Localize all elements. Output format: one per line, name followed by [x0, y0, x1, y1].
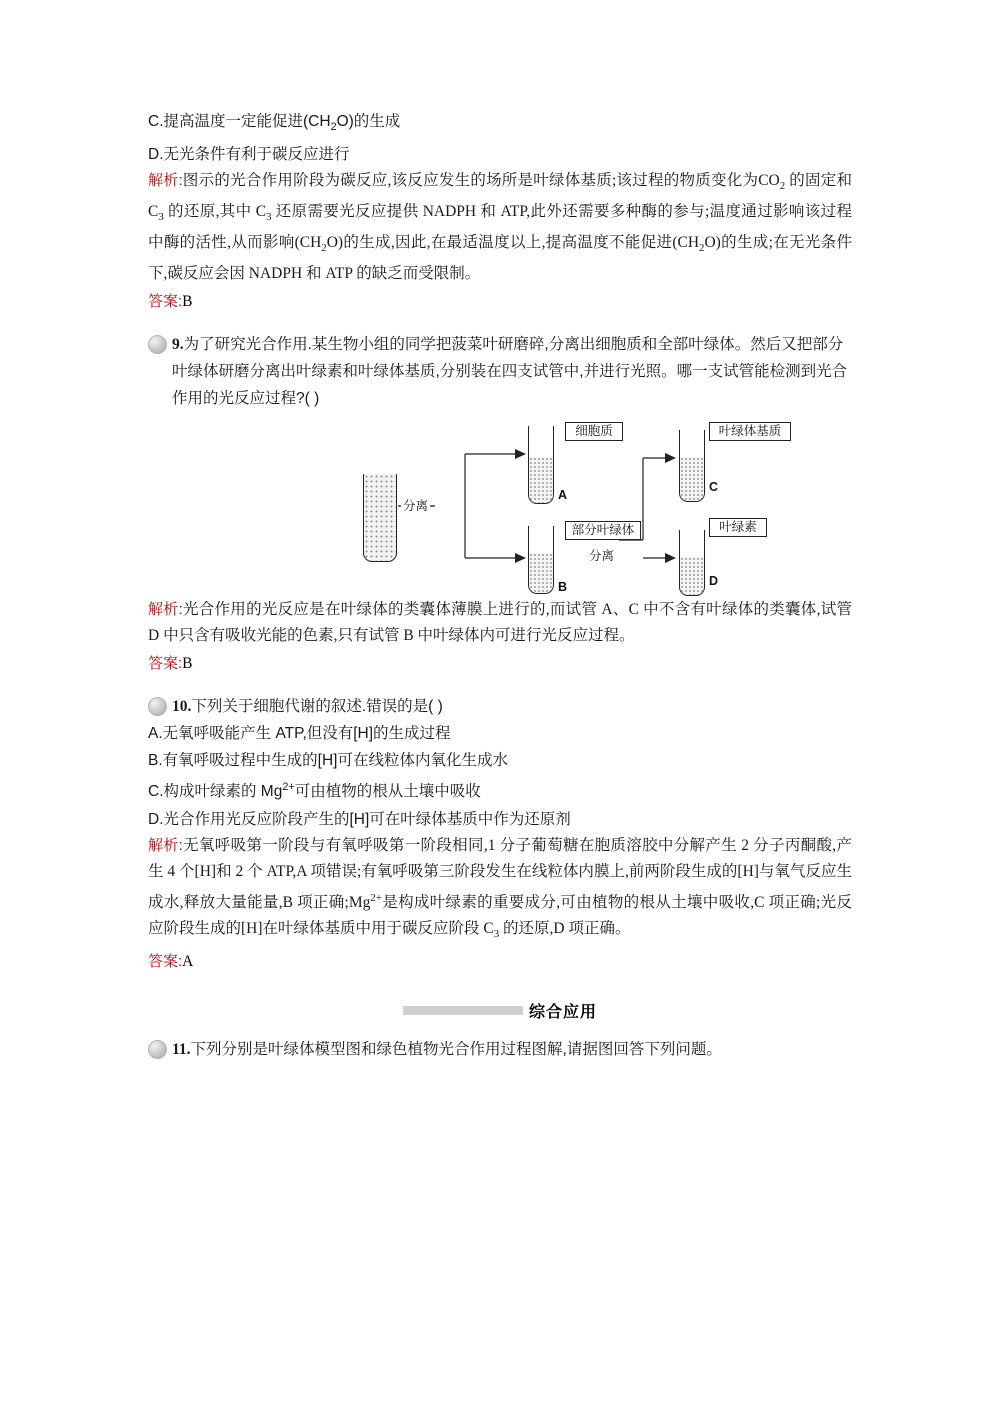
q9-analysis-text: 光合作用的光反应是在叶绿体的类囊体薄膜上进行的,而试管 A、C 中不含有叶绿体的类囊体,试管 D 中只含有吸收光能的色素,只有试管 B 中叶绿体内可进行光反应过程。 [148, 601, 852, 645]
q8-answer-value: B [182, 293, 193, 311]
label-cytoplasm: 细胞质 [565, 422, 623, 441]
q10-analysis: 解析:无氧呼吸第一阶段与有氧呼吸第一阶段相同,1 分子葡萄糖在胞质溶胶中分解产生 2 分子丙酮酸,产生 4 个[H]和 2 个 ATP,A 项错误;有氧呼吸第三阶段发生在线粒体内膜上,前两阶段生成的[H]与氧气反应生成水,释放大量能量,B 项正确$;Mg^{2+}$是构成叶绿素的重要成分,可由植物的根从土壤中吸收,C 项正确;光反应阶段生成的[H]在叶绿体基质中用于碳反应阶段 $C_3$ 的还原,D 项正确。 [148, 836, 852, 940]
test-tube-d-label: D [709, 574, 719, 589]
test-tube-a-label: A [558, 488, 568, 503]
q8-analysis: 解析:图示的光合作用阶段为碳反应,该反应发生的场所是叶绿体基质;该过程的物质变化为$CO_2$ 的固定和 $C_3$ 的还原,其中 $C_3$ 还原需要光反应提供 NADPH 和 ATP,此外还需要多种酶的参与;温度通过影响该过程中酶的活性,从而影响$(CH_2O)$的生成,因此,在最适温度以上,提高温度不能促进$(CH_2O)$的生成;在无光条件下,碳反应会因 NADPH 和 ATP 的缺乏而受限制。 [148, 172, 852, 283]
q11-number: 11. [172, 1040, 191, 1058]
q10-option-c: C.构成叶绿素的 $Mg^{2+}$可由植物的根从土壤中吸收 [148, 781, 481, 801]
q9-answer-value: B [182, 655, 193, 673]
q10-stem [172, 693, 443, 720]
question-9 [148, 331, 852, 677]
label-stroma: 叶绿体基质 [709, 422, 791, 441]
test-tube-b-label: B [558, 580, 568, 595]
answer-label: 答案: [148, 952, 183, 970]
q10-stem-text: 下列关于细胞代谢的叙述.错误的是( ) [191, 698, 443, 716]
q10-answer [148, 949, 852, 975]
q8-option-c: C.提高温度一定能促进$(CH_2O)$的生成 [148, 113, 401, 134]
test-tube-d [679, 530, 705, 596]
test-tube-c [679, 430, 705, 502]
answer-label: 答案: [148, 655, 183, 673]
analysis-label: 解析: [148, 836, 183, 854]
bullet-icon [148, 335, 167, 354]
analysis-label: 解析: [148, 601, 183, 619]
test-tube-c-label: C [709, 480, 719, 495]
section-heading [148, 999, 852, 1022]
label-chlorophyll: 叶绿素 [709, 518, 767, 537]
test-tube-a [528, 426, 554, 504]
q8-answer [148, 289, 852, 315]
q10-number: 10. [172, 698, 192, 716]
question-11 [148, 1036, 852, 1063]
q9-figure [148, 418, 852, 593]
answer-label: 答案: [148, 293, 183, 311]
q10-option-a: A.无氧呼吸能产生 ATP,但没有[H]的生成过程 [148, 725, 451, 743]
q9-stem-text: 为了研究光合作用.某生物小组的同学把菠菜叶研磨碎,分离出细胞质和全部叶绿体。然后又把部分叶绿体研磨分离出叶绿素和叶绿体基质,分别装在四支试管中,并进行光照。哪一支试管能检测到光合作用的光反应过程?( ) [172, 336, 848, 408]
q9-number: 9. [172, 336, 184, 354]
q10-option-d: D.光合作用光反应阶段产生的[H]可在叶绿体基质中作为还原剂 [148, 810, 571, 828]
analysis-label: 解析: [148, 172, 183, 190]
label-separate-1: 分离 [401, 496, 430, 514]
q10-answer-value: A [182, 952, 194, 970]
section-title: 综合应用 [528, 1003, 597, 1021]
bullet-icon [148, 697, 167, 716]
q9-answer [148, 651, 852, 677]
q10-option-b: B.有氧呼吸过程中生成的[H]可在线粒体内氧化生成水 [148, 752, 508, 770]
label-separate-2: 分离 [589, 549, 615, 564]
source-test-tube [363, 474, 397, 562]
label-partial-chloroplast: 部分叶绿体 [565, 521, 641, 540]
q9-stem [172, 331, 852, 412]
section-bar [403, 1006, 523, 1015]
q8-option-d: D.无光条件有利于碳反应进行 [148, 146, 350, 164]
q11-stem-text: 下列分别是叶绿体模型图和绿色植物光合作用过程图解,请据图回答下列问题。 [190, 1040, 722, 1058]
q9-analysis [148, 597, 852, 649]
test-tube-b [528, 526, 554, 594]
bullet-icon [148, 1040, 167, 1059]
question-10 [148, 693, 852, 974]
q11-stem [172, 1036, 722, 1063]
